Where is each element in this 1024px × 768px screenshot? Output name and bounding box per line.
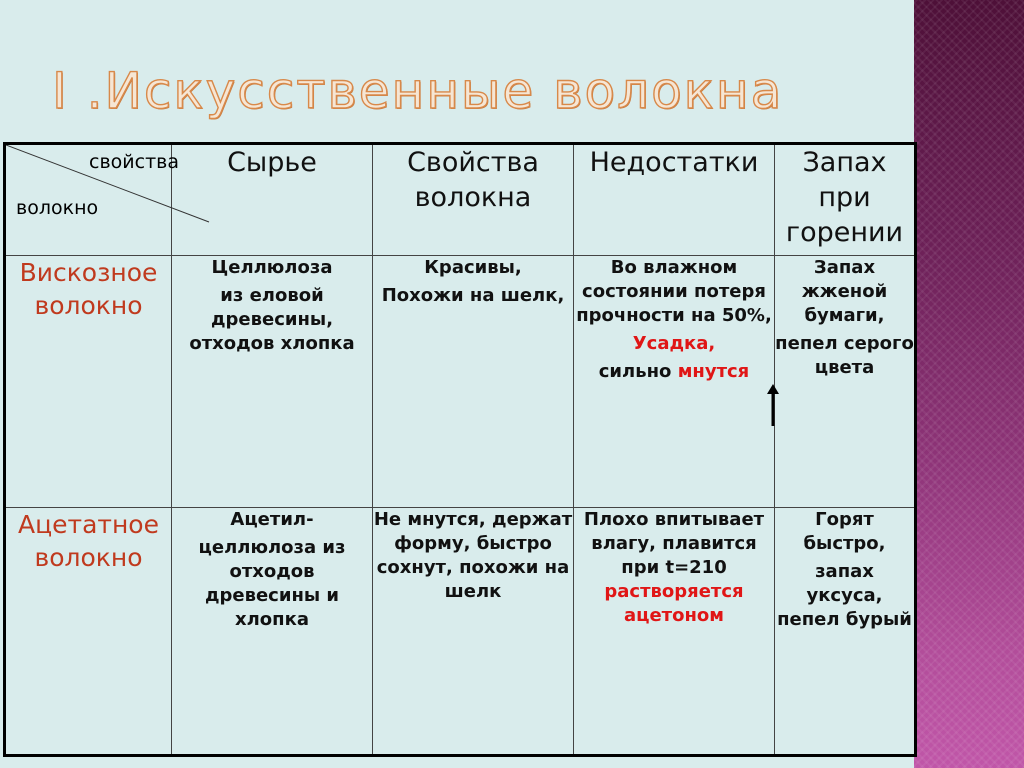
corner-label-properties: свойства <box>89 151 179 173</box>
acetate-raw-material <box>172 508 373 756</box>
row-name-acetate: Ацетатное волокно <box>5 508 172 756</box>
slide-title: I .Искусственные волокна <box>52 62 784 120</box>
viscose-burning-smell <box>775 256 916 508</box>
viscose-cons-wrinkle: мнутся <box>677 361 750 382</box>
acetate-cons-acetone: растворяется ацетоном <box>604 581 744 626</box>
acetate-drawbacks <box>574 508 775 756</box>
viscose-raw-line-1: Целлюлоза <box>211 257 333 278</box>
viscose-cons-shrinkage: Усадка, <box>632 333 716 354</box>
table-row-acetate <box>5 508 916 756</box>
header-drawbacks: Недостатки <box>574 144 775 256</box>
viscose-raw-material <box>172 256 373 508</box>
acetate-smell-line-2: запах уксуса, пепел бурый <box>777 561 912 630</box>
viscose-properties <box>373 256 574 508</box>
viscose-smell-line-2: пепел серого цвета <box>775 333 914 378</box>
up-arrow-icon <box>766 384 780 426</box>
acetate-raw-line-1: Ацетил- <box>230 509 314 530</box>
viscose-cons-strongly: сильно <box>598 361 678 382</box>
viscose-smell-line-1: Запах жженой бумаги, <box>801 257 888 326</box>
viscose-props-line-2: Похожи на шелк, <box>381 285 565 306</box>
acetate-props-line-1: Не мнутся, держат форму, быстро сохнут, похожи на шелк <box>373 509 573 602</box>
decorative-side-band <box>914 0 1024 768</box>
fibers-table <box>3 142 917 757</box>
acetate-smell-line-1: Горят быстро, <box>803 509 886 554</box>
acetate-properties <box>373 508 574 756</box>
row-name-viscose: Вискозное волокно <box>5 256 172 508</box>
acetate-burning-smell <box>775 508 916 756</box>
corner-cell <box>5 144 179 256</box>
viscose-cons-text: Во влажном состоянии потеря прочности на 50%, <box>576 257 772 326</box>
header-raw-material: Сырье <box>172 144 373 256</box>
viscose-raw-line-2: из еловой древесины, отходов хлопка <box>189 285 355 354</box>
acetate-raw-line-2: целлюлоза из отходов древесины и хлопка <box>198 537 346 630</box>
table-row-viscose <box>5 256 916 508</box>
viscose-props-line-1: Красивы, <box>424 257 522 278</box>
corner-label-fiber: волокно <box>16 197 99 219</box>
table-header-row <box>5 144 916 256</box>
viscose-drawbacks <box>574 256 775 508</box>
acetate-cons-text: Плохо впитывает влагу, плавится при t=210 <box>583 509 765 578</box>
header-burning-smell: Запах при горении <box>775 144 916 256</box>
header-fiber-properties: Свойства волокна <box>373 144 574 256</box>
